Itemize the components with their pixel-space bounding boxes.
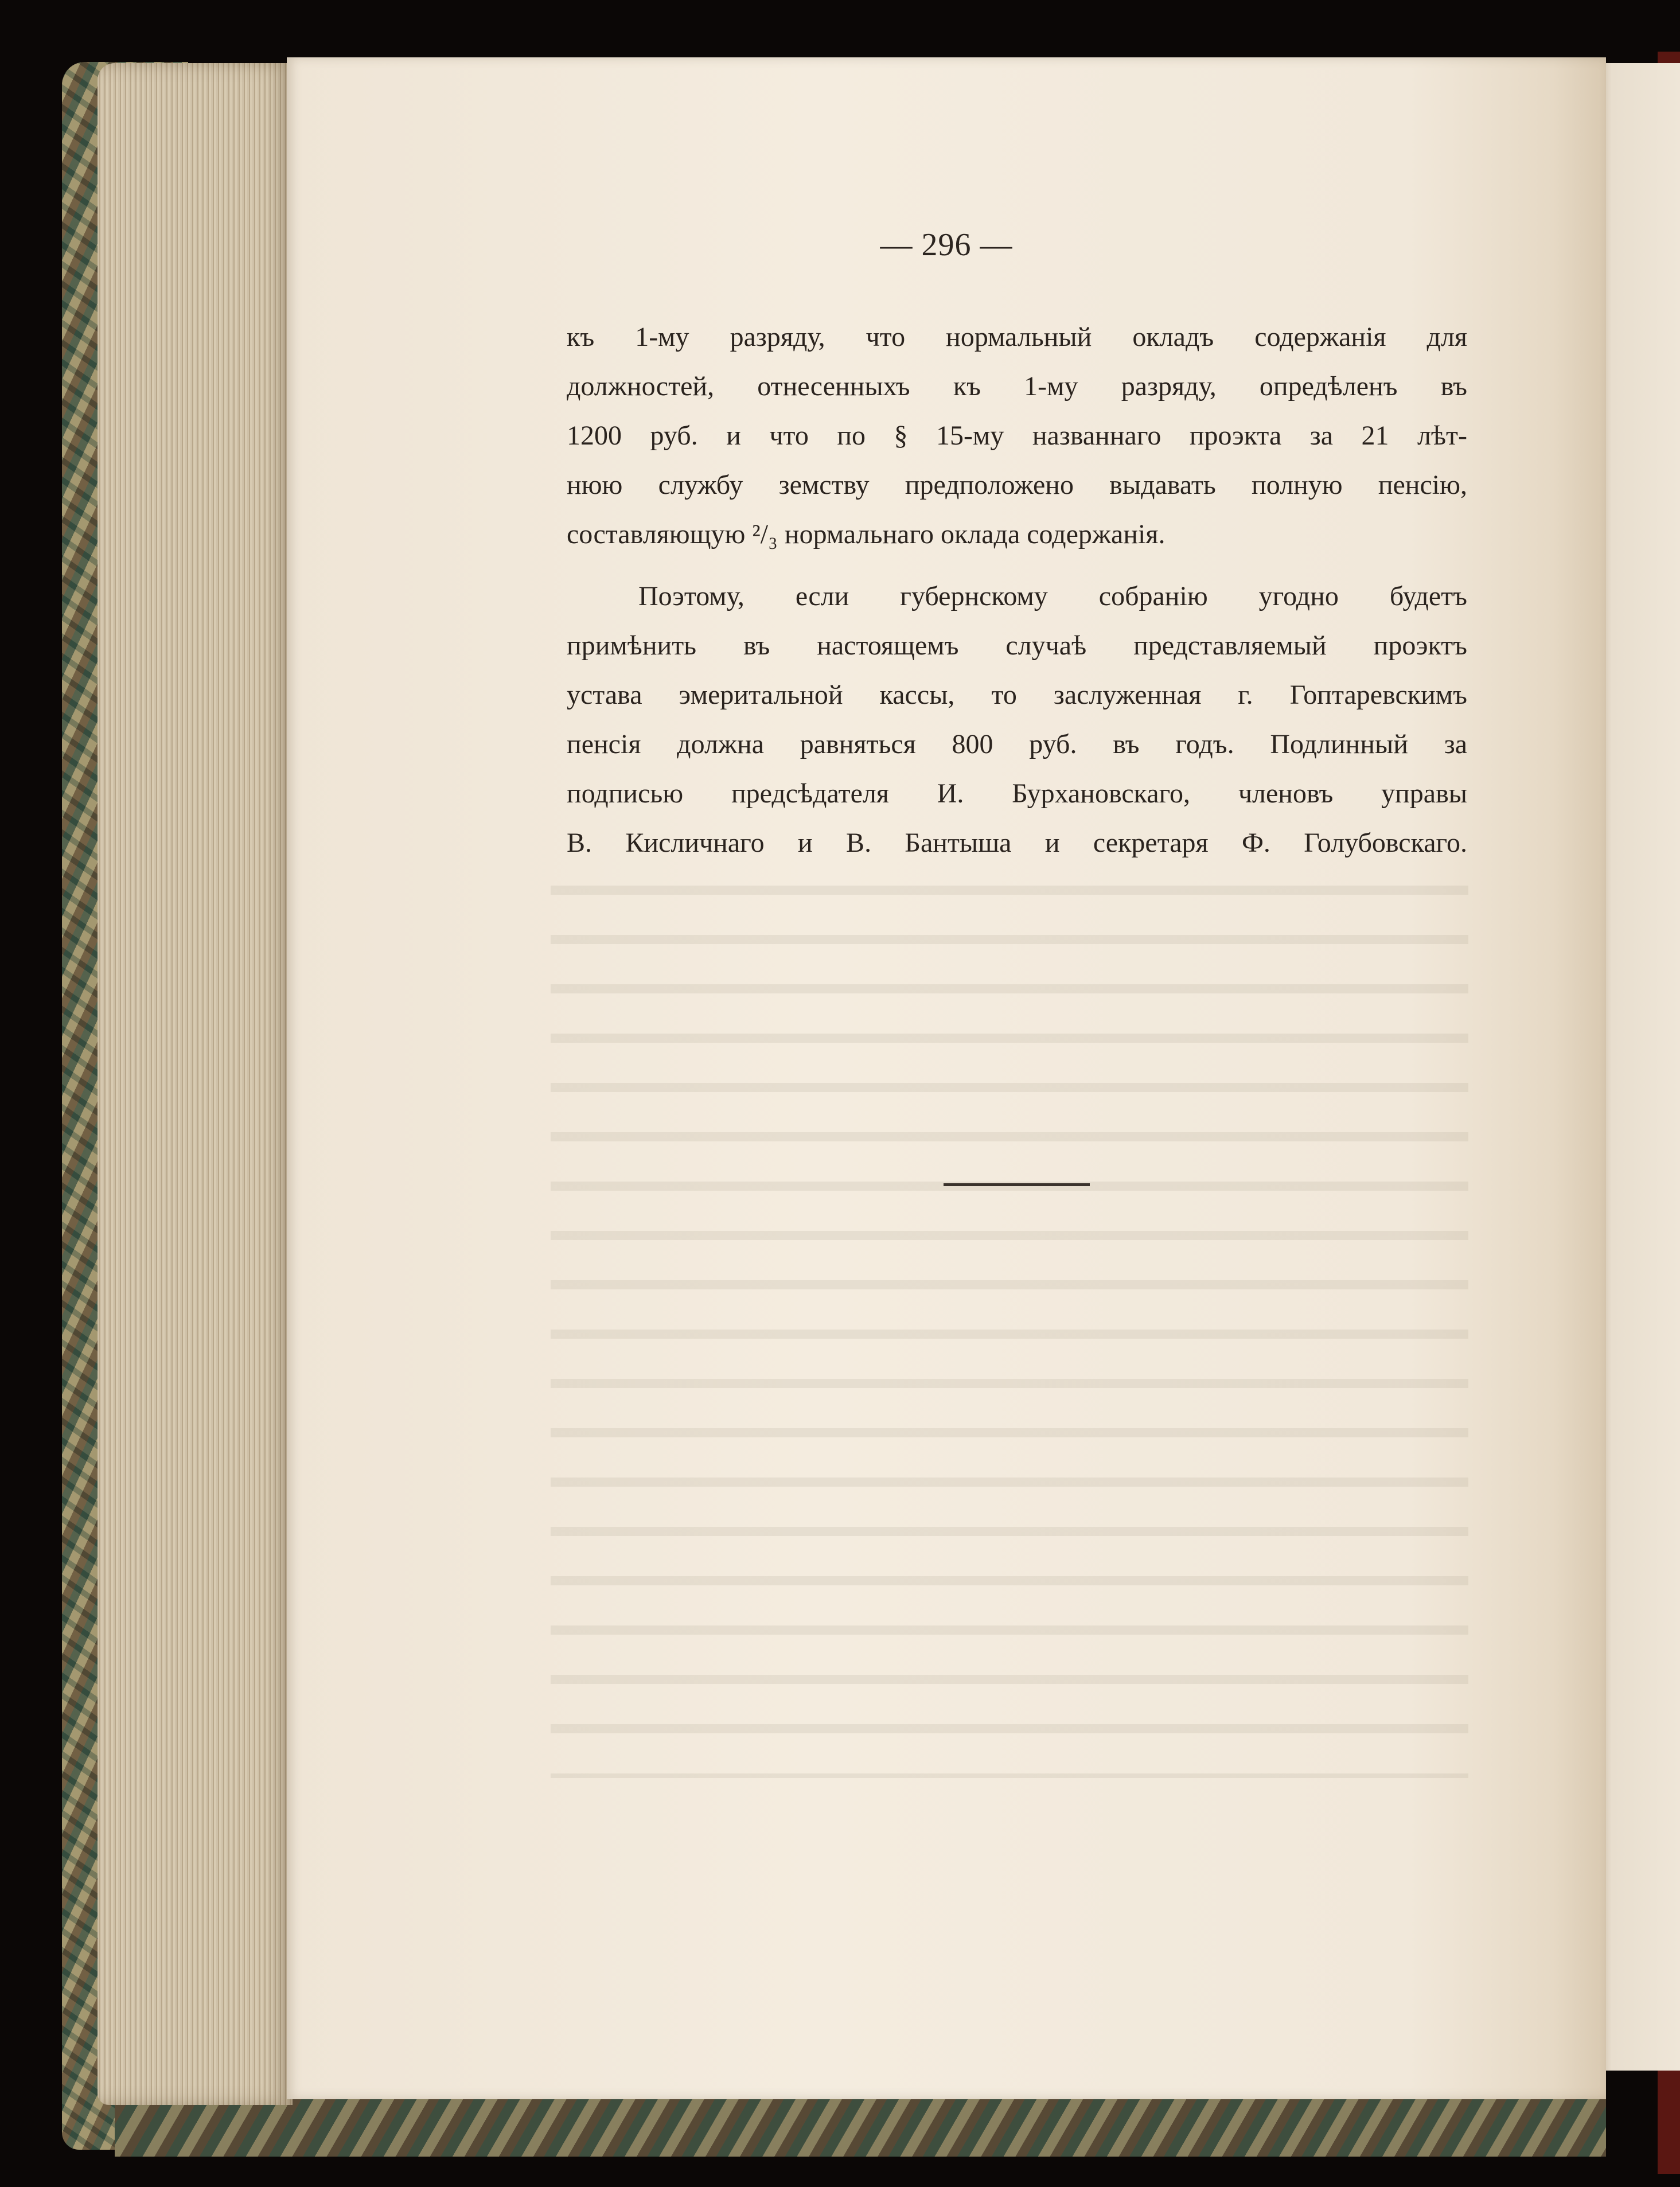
text-line: В. Кисличнаго и В. Бантыша и секретаря Ф. Голубовскаго. (567, 828, 1467, 858)
page-number: — 296 — (880, 227, 1013, 263)
text-line: нюю службу земству предположено выдавать полную пенсію, (567, 470, 1467, 500)
bleed-through-text (551, 860, 1468, 1778)
paragraph-2 (567, 572, 1467, 868)
text-line: подписью предсѣдателя И. Бурхановскаго, членовъ управы (567, 778, 1467, 809)
text-line: составляющую ²/₃ нормальнаго оклада содержанія. (567, 519, 1166, 549)
paragraph-1 (567, 313, 1467, 559)
text-line: устава эмеритальной кассы, то заслуженная г. Гоптаревскимъ (567, 680, 1467, 710)
text-line: 1200 руб. и что по § 15-му названнаго проэкта за 21 лѣт- (567, 420, 1467, 451)
text-line: къ 1-му разряду, что нормальный окладъ содержанія для (567, 322, 1467, 352)
text-line: Поэтому, если губернскому собранію угодно будетъ (638, 581, 1467, 611)
closing-rule (944, 1183, 1090, 1186)
body-text (567, 313, 1467, 868)
text-line: должностей, отнесенныхъ къ 1-му разряду, опредѣленъ въ (567, 371, 1467, 401)
page-block-edges (98, 63, 293, 2105)
text-line: примѣнить въ настоящемъ случаѣ представляемый проэктъ (567, 630, 1467, 661)
text-line: пенсія должна равняться 800 руб. въ годъ. Подлинный за (567, 729, 1467, 759)
